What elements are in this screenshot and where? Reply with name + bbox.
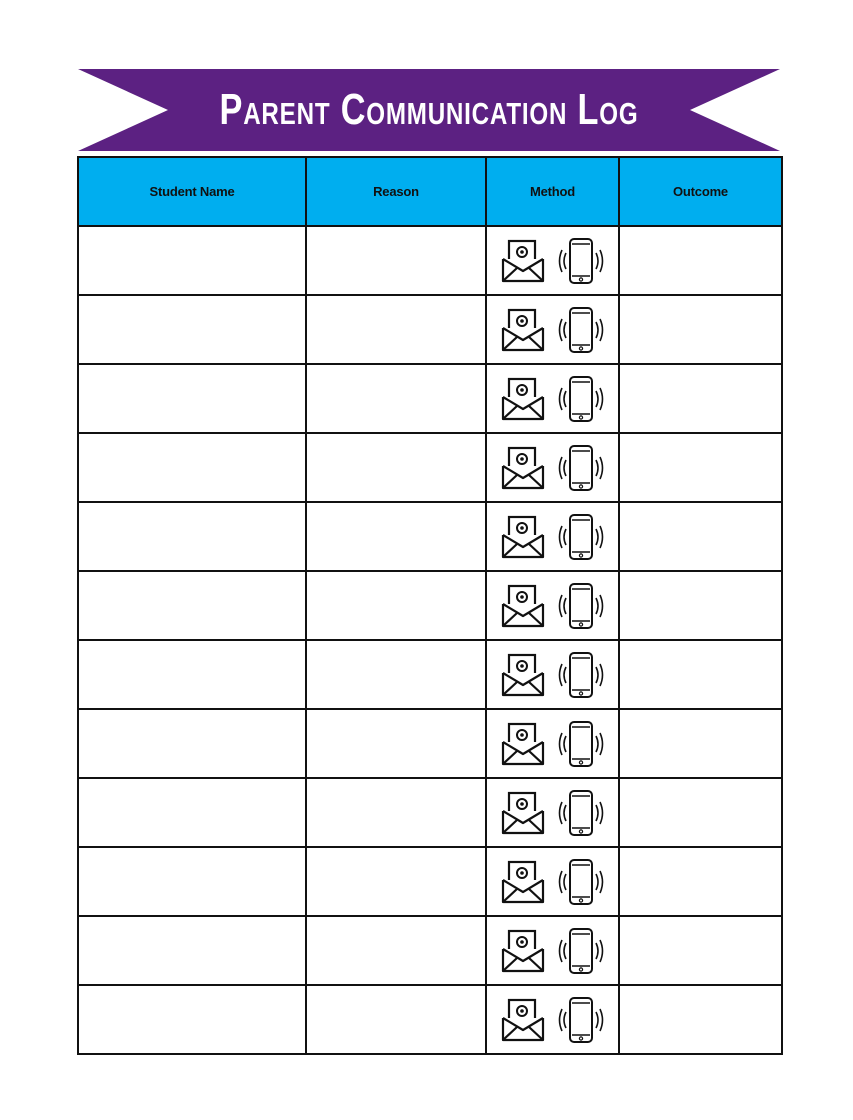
column-header-method: Method — [486, 157, 619, 226]
outcome-cell[interactable] — [619, 433, 782, 502]
reason-cell[interactable] — [306, 985, 486, 1054]
method-cell — [486, 502, 619, 571]
table-row — [78, 226, 782, 295]
method-icons — [499, 645, 607, 705]
method-icons — [499, 714, 607, 774]
method-icons — [499, 783, 607, 843]
reason-cell[interactable] — [306, 295, 486, 364]
table-row — [78, 640, 782, 709]
reason-cell[interactable] — [306, 226, 486, 295]
table-row — [78, 847, 782, 916]
phone-icon[interactable] — [555, 650, 607, 700]
outcome-cell[interactable] — [619, 640, 782, 709]
phone-icon[interactable] — [555, 305, 607, 355]
title-banner — [78, 69, 780, 151]
phone-icon[interactable] — [555, 995, 607, 1045]
email-icon[interactable] — [499, 582, 547, 630]
method-icons — [499, 231, 607, 291]
table-row — [78, 295, 782, 364]
method-icons — [499, 921, 607, 981]
method-cell — [486, 364, 619, 433]
reason-cell[interactable] — [306, 778, 486, 847]
student-name-cell[interactable] — [78, 502, 306, 571]
reason-cell[interactable] — [306, 433, 486, 502]
email-icon[interactable] — [499, 858, 547, 906]
page-title: Parent Communication Log — [219, 85, 639, 134]
email-icon[interactable] — [499, 375, 547, 423]
method-cell — [486, 916, 619, 985]
table-row — [78, 778, 782, 847]
student-name-cell[interactable] — [78, 916, 306, 985]
phone-icon[interactable] — [555, 857, 607, 907]
method-icons — [499, 369, 607, 429]
method-icons — [499, 300, 607, 360]
student-name-cell[interactable] — [78, 709, 306, 778]
method-icons — [499, 852, 607, 912]
student-name-cell[interactable] — [78, 571, 306, 640]
student-name-cell[interactable] — [78, 295, 306, 364]
table-row — [78, 433, 782, 502]
communication-log-table — [77, 156, 783, 1055]
phone-icon[interactable] — [555, 719, 607, 769]
method-cell — [486, 433, 619, 502]
email-icon[interactable] — [499, 927, 547, 975]
student-name-cell[interactable] — [78, 364, 306, 433]
email-icon[interactable] — [499, 720, 547, 768]
reason-cell[interactable] — [306, 502, 486, 571]
table-header-row — [78, 157, 782, 226]
outcome-cell[interactable] — [619, 847, 782, 916]
reason-cell[interactable] — [306, 916, 486, 985]
table-row — [78, 709, 782, 778]
column-header-outcome: Outcome — [619, 157, 782, 226]
method-cell — [486, 847, 619, 916]
method-cell — [486, 985, 619, 1054]
phone-icon[interactable] — [555, 443, 607, 493]
outcome-cell[interactable] — [619, 364, 782, 433]
outcome-cell[interactable] — [619, 916, 782, 985]
email-icon[interactable] — [499, 996, 547, 1044]
phone-icon[interactable] — [555, 236, 607, 286]
student-name-cell[interactable] — [78, 640, 306, 709]
outcome-cell[interactable] — [619, 985, 782, 1054]
reason-cell[interactable] — [306, 709, 486, 778]
student-name-cell[interactable] — [78, 985, 306, 1054]
column-header-student-name: Student Name — [78, 157, 306, 226]
phone-icon[interactable] — [555, 788, 607, 838]
phone-icon[interactable] — [555, 581, 607, 631]
email-icon[interactable] — [499, 513, 547, 561]
outcome-cell[interactable] — [619, 502, 782, 571]
phone-icon[interactable] — [555, 512, 607, 562]
reason-cell[interactable] — [306, 847, 486, 916]
column-header-reason: Reason — [306, 157, 486, 226]
student-name-cell[interactable] — [78, 226, 306, 295]
table-row — [78, 502, 782, 571]
outcome-cell[interactable] — [619, 226, 782, 295]
outcome-cell[interactable] — [619, 295, 782, 364]
method-cell — [486, 295, 619, 364]
method-cell — [486, 571, 619, 640]
method-icons — [499, 507, 607, 567]
outcome-cell[interactable] — [619, 778, 782, 847]
email-icon[interactable] — [499, 444, 547, 492]
student-name-cell[interactable] — [78, 847, 306, 916]
method-cell — [486, 640, 619, 709]
student-name-cell[interactable] — [78, 433, 306, 502]
table-row — [78, 364, 782, 433]
method-icons — [499, 576, 607, 636]
method-cell — [486, 778, 619, 847]
email-icon[interactable] — [499, 306, 547, 354]
method-icons — [499, 990, 607, 1050]
outcome-cell[interactable] — [619, 709, 782, 778]
email-icon[interactable] — [499, 789, 547, 837]
outcome-cell[interactable] — [619, 571, 782, 640]
student-name-cell[interactable] — [78, 778, 306, 847]
email-icon[interactable] — [499, 651, 547, 699]
reason-cell[interactable] — [306, 364, 486, 433]
phone-icon[interactable] — [555, 374, 607, 424]
method-cell — [486, 709, 619, 778]
method-icons — [499, 438, 607, 498]
table-row — [78, 571, 782, 640]
reason-cell[interactable] — [306, 571, 486, 640]
reason-cell[interactable] — [306, 640, 486, 709]
phone-icon[interactable] — [555, 926, 607, 976]
table-row — [78, 985, 782, 1054]
email-icon[interactable] — [499, 237, 547, 285]
method-cell — [486, 226, 619, 295]
table-body — [78, 226, 782, 1054]
table-row — [78, 916, 782, 985]
